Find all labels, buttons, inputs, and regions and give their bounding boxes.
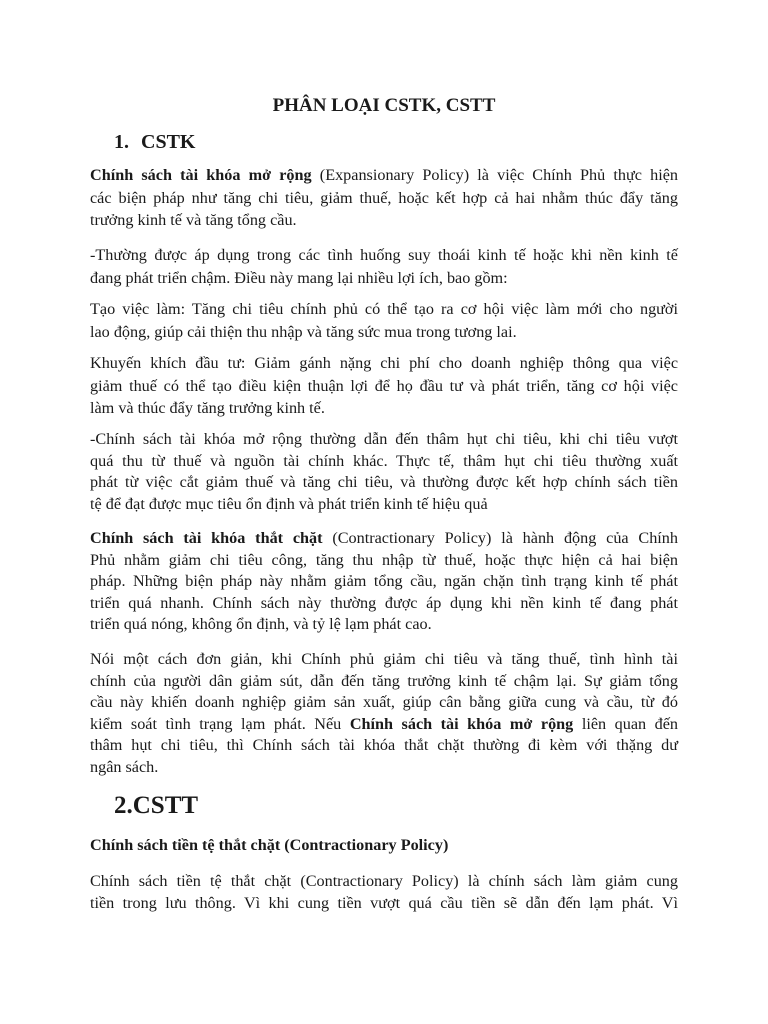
section-2-number: 2. — [114, 792, 133, 819]
text-line: Chính sách tài khóa thắt chặt (Contractionary Policy) là hành động của Chính — [90, 529, 678, 547]
text-line: tiền trong lưu thông. Vì khi cung tiền vượt quá cầu tiền sẽ dẫn đến lạm phát. Vì — [90, 893, 678, 912]
text-line: Chính sách tiền tệ thắt chặt (Contractionary Policy) là chính sách làm giảm cung — [90, 872, 678, 890]
text-line: cầu này khiến doanh nghiệp giảm sản xuất, giúp cân bằng giữa cung và cầu, từ đó — [90, 693, 678, 711]
text-line: các biện pháp như tăng chi tiêu, giảm thuế, hoặc kết hợp cả hai nhằm thúc đẩy tăng — [90, 188, 678, 207]
text-line: Nói một cách đơn giản, khi Chính phủ giảm chi tiêu và tăng thuế, tình hình tài — [90, 650, 678, 668]
text-line: lao động, giúp cải thiện thu nhập và tăng sức mua trong tương lai. — [90, 322, 517, 341]
paragraph-summary — [90, 649, 678, 778]
text-line: pháp. Những biện pháp này nhằm giảm tổng cầu, ngăn chặn tình trạng kinh tế phát — [90, 572, 678, 590]
section-2-subheading: Chính sách tiền tệ thắt chặt (Contractionary Policy) — [90, 836, 449, 854]
text-line: -Thường được áp dụng trong các tình huống suy thoái kinh tế hoặc khi nền kinh tế — [90, 246, 678, 264]
text-line: chính của người dân giảm sút, dẫn đến tăng trưởng kinh tế chậm lại. Sự giảm tổng — [90, 671, 678, 690]
text-line: -Chính sách tài khóa mở rộng thường dẫn đến thâm hụt chi tiêu, khi chi tiêu vượt — [90, 430, 678, 448]
text-line: phát từ việc cắt giảm thuế và tăng chi tiêu, và thường được kết hợp chính sách tiền — [90, 473, 678, 491]
section-2-heading — [114, 791, 198, 821]
section-1-title: CSTK — [141, 131, 196, 153]
document-page — [90, 0, 678, 1024]
paragraph-expansionary-policy — [90, 164, 678, 232]
text-line: quá thu từ thuế và nguồn tài chính khác. Thực tế, thâm hụt chi tiêu thường xuất — [90, 451, 678, 470]
text-line: triển quá nóng, không ổn định, và tỷ lệ lạm phát cao. — [90, 615, 432, 633]
section-1-heading — [114, 130, 195, 154]
text-line: đang phát triển chậm. Điều này mang lại nhiều lợi ích, bao gồm: — [90, 268, 508, 287]
text-line: tệ để đạt được mục tiêu ổn định và phát triển kinh tế hiệu quả — [90, 494, 488, 513]
text-line: ngân sách. — [90, 757, 159, 776]
text-line: Chính sách tài khóa mở rộng (Expansionary Policy) là việc Chính Phủ thực hiện — [90, 166, 678, 184]
text-line: Phủ nhằm giảm chi tiêu công, tăng thu nhập từ thuế, hoặc thực hiện cả hai biện — [90, 550, 678, 569]
text-line: Khuyến khích đầu tư: Giảm gánh nặng chi phí cho doanh nghiệp thông qua việc — [90, 354, 678, 372]
text-line: giảm thuế có thể tạo điều kiện thuận lợi để họ đầu tư và phát triển, tăng cơ hội việc — [90, 376, 678, 395]
section-1-number: 1. — [114, 131, 129, 153]
bold-term: Chính sách tài khóa thắt chặt — [90, 529, 323, 547]
page-title: PHÂN LOẠI CSTK, CSTT — [272, 95, 496, 116]
text-line: trưởng kinh tế và tăng tổng cầu. — [90, 211, 297, 229]
text-line: Tạo việc làm: Tăng chi tiêu chính phủ có thể tạo ra cơ hội việc làm mới cho người — [90, 300, 678, 318]
paragraph-application — [90, 244, 678, 289]
bold-term: Chính sách tài khóa mở rộng — [349, 714, 574, 733]
text-line: kiểm soát tình trạng lạm phát. Nếu Chính sách tài khóa mở rộng liên quan đến — [90, 714, 679, 733]
paragraph-deficit — [90, 429, 678, 515]
text-line: triển quá nhanh. Chính sách này thường được áp dụng khi nền kinh tế đang phát — [90, 593, 678, 612]
section-2-title: CSTT — [132, 792, 199, 819]
bold-term: Chính sách tài khóa mở rộng — [90, 166, 312, 184]
text-line: thâm hụt chi tiêu, thì Chính sách tài khóa thắt chặt thường đi kèm với thặng dư — [90, 736, 678, 754]
paragraph-tight-monetary — [90, 871, 678, 914]
paragraph-job-creation — [90, 298, 678, 343]
text-line: làm và thúc đẩy tăng trưởng kinh tế. — [90, 399, 325, 417]
paragraph-contractionary-policy — [90, 528, 678, 636]
paragraph-investment — [90, 352, 678, 420]
